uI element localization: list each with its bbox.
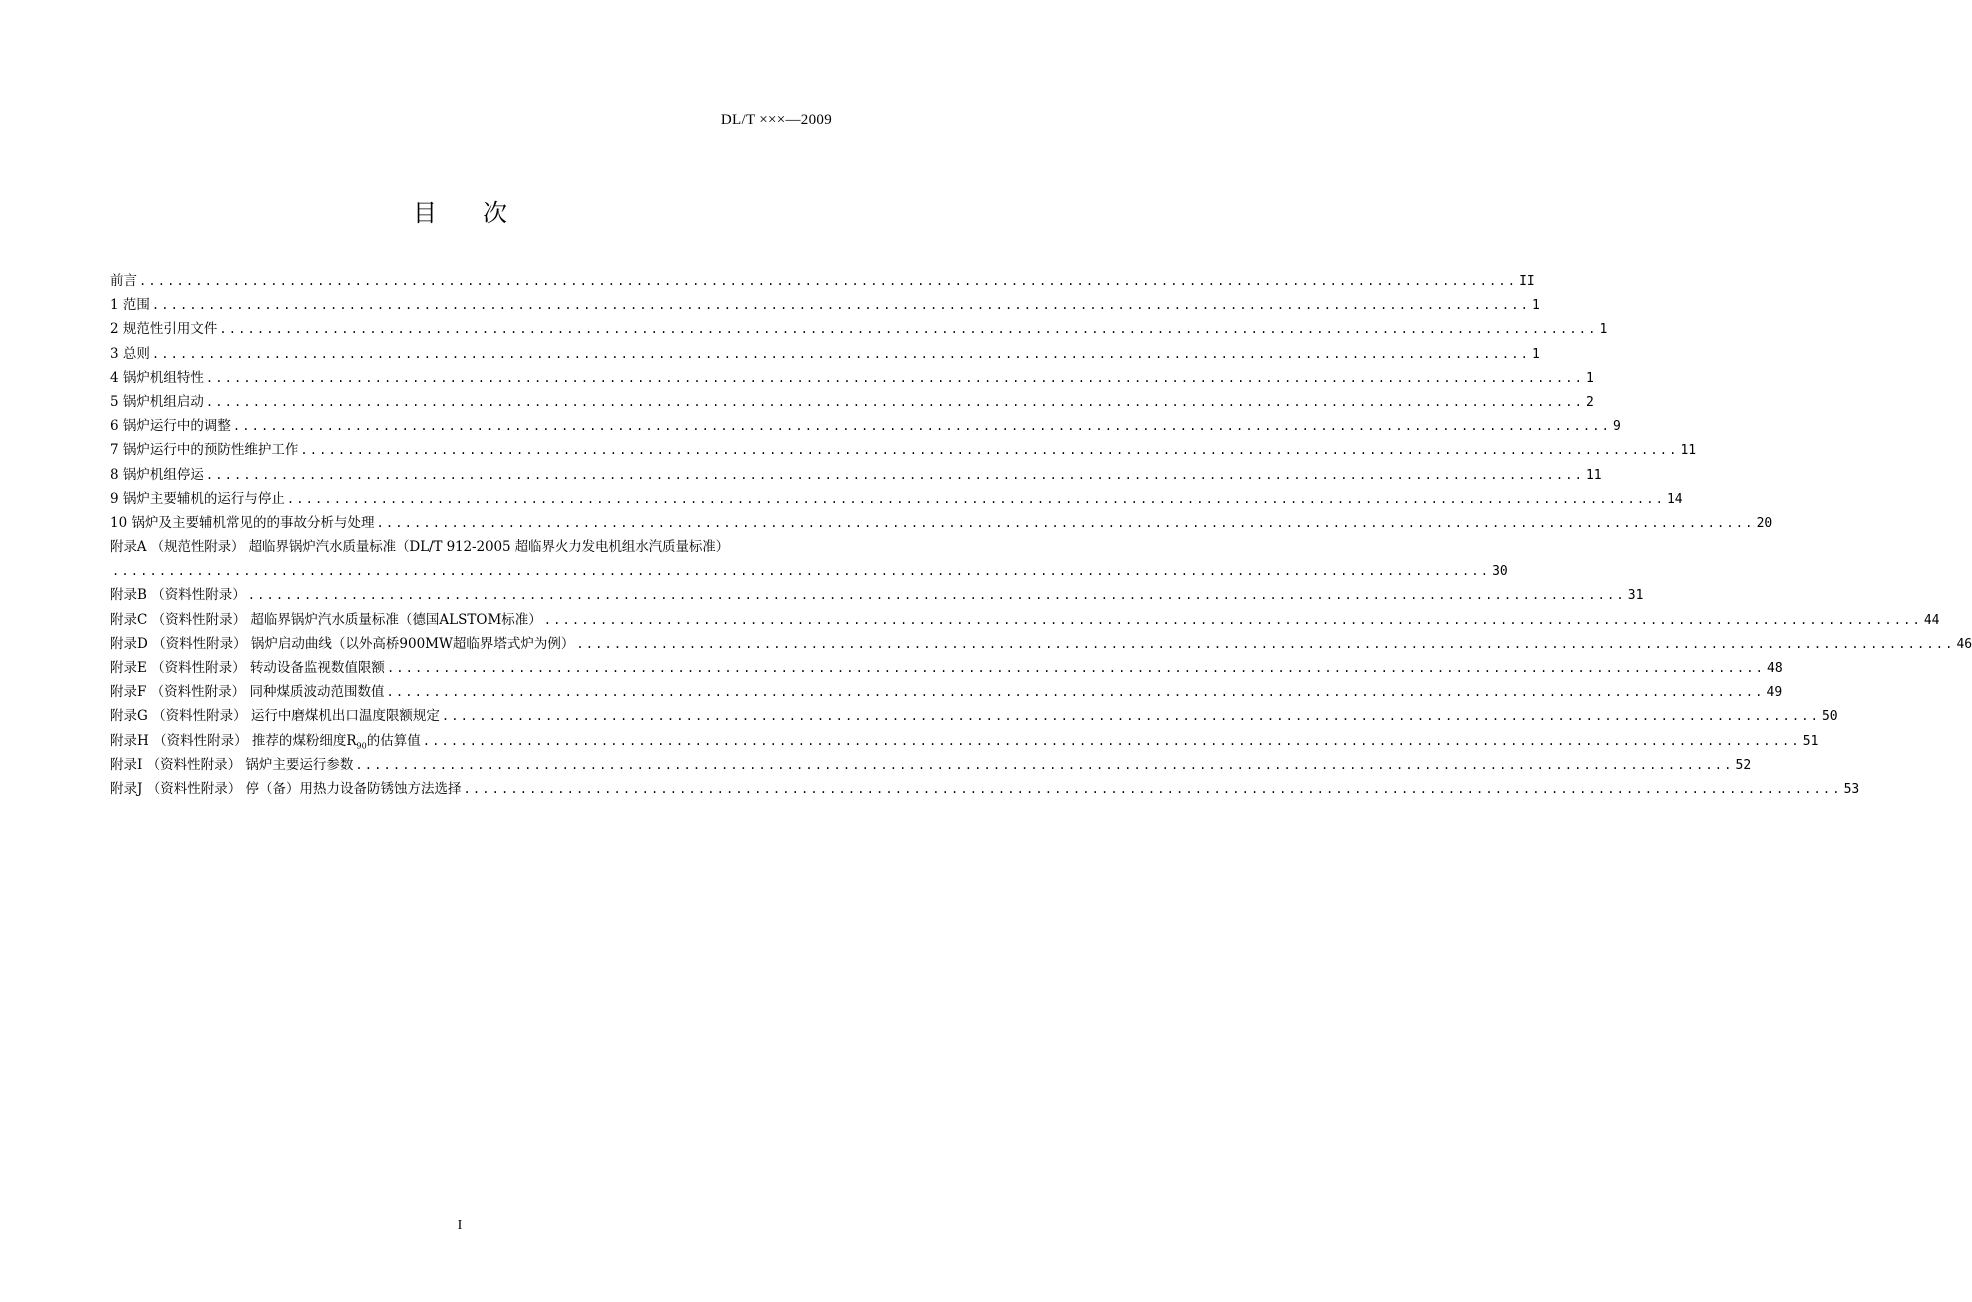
toc-entry-appendix-h[interactable] xyxy=(110,729,1819,753)
toc-entry-appendix-f[interactable] xyxy=(110,680,1783,704)
toc-entry-text: 附录G （资料性附录） 运行中磨煤机出口温度限额规定 xyxy=(110,708,440,725)
toc-leader: ................................................................................................................................................... xyxy=(422,733,1801,748)
toc-leader: ................................................................................................................................................... xyxy=(576,636,1955,651)
toc-page-number: 30 xyxy=(1492,564,1508,580)
toc-entry-accident-analysis[interactable] xyxy=(110,511,1773,535)
toc-entry-text: 4 锅炉机组特性 xyxy=(110,369,204,386)
toc-page-number: 49 xyxy=(1766,685,1783,701)
toc-entry-text: 附录C （资料性附录） 超临界锅炉汽水质量标准（德国ALSTOM标准） xyxy=(110,611,542,628)
toc-entry-text xyxy=(110,729,421,753)
toc-entry-appendix-j[interactable] xyxy=(110,777,1860,801)
toc-entry-appendix-c[interactable] xyxy=(110,608,1940,632)
toc-page-number: 31 xyxy=(1627,588,1644,604)
toc-leader: ................................................................................................................................................... xyxy=(386,685,1765,700)
toc-page-number: 14 xyxy=(1666,491,1683,507)
toc-entry-boiler-shutdown[interactable] xyxy=(110,463,1602,487)
toc-entry-boiler-characteristics[interactable] xyxy=(110,366,1594,390)
toc-page-number: 51 xyxy=(1802,733,1819,749)
toc-page-number: 1 xyxy=(1599,322,1608,338)
page-title: 目次 xyxy=(413,199,553,227)
toc-leader: ................................................................................................................................................... xyxy=(286,491,1665,506)
toc-leader: ................................................................................................................................................... xyxy=(219,322,1598,337)
toc-entry-scope[interactable] xyxy=(110,293,1540,317)
toc-entry-operation-adjustment[interactable] xyxy=(110,414,1621,438)
toc-entry-text-part: 的估算值 xyxy=(366,732,421,749)
toc-leader: ................................................................................................................................................... xyxy=(386,661,1766,675)
toc-entry-text: 附录A （规范性附录） 超临界锅炉汽水质量标准（DL/T 912-2005 超临界火力发电机组水汽质量标准） xyxy=(110,539,730,556)
toc-leader: ................................................................................................................................................... xyxy=(300,443,1679,458)
toc-leader: ................................................................................................................................................... xyxy=(139,274,1518,288)
toc-entry-appendix-g[interactable] xyxy=(110,704,1838,728)
toc-page-number: 52 xyxy=(1735,757,1752,773)
toc-leader: ................................................................................................................................................... xyxy=(543,612,1922,627)
toc-entry-appendix-e[interactable] xyxy=(110,656,1783,680)
toc-entry-appendix-d[interactable] xyxy=(110,632,1972,656)
toc-leader: ................................................................................................................................................... xyxy=(205,394,1584,409)
toc-entry-text: 附录B （资料性附录） xyxy=(110,587,246,604)
toc-leader: ................................................................................................................................................... xyxy=(205,467,1584,482)
toc-entry-text: 10 锅炉及主要辅机常见的的事故分析与处理 xyxy=(110,514,375,531)
toc-entry-text: 8 锅炉机组停运 xyxy=(110,466,204,483)
toc-entry-text: 附录D （资料性附录） 锅炉启动曲线（以外高桥900MW超临界塔式炉为例） xyxy=(110,635,575,652)
toc-entry-text: 1 范围 xyxy=(110,297,150,314)
toc-page-number: 44 xyxy=(1923,612,1940,628)
toc-page-number: 50 xyxy=(1821,709,1838,725)
toc-entry-text: 9 锅炉主要辅机的运行与停止 xyxy=(110,490,285,507)
toc-page-number: 53 xyxy=(1843,781,1860,797)
toc-entry-text: 5 锅炉机组启动 xyxy=(110,393,204,410)
toc-entry-text: 2 规范性引用文件 xyxy=(110,321,218,338)
toc-page-number: 11 xyxy=(1680,443,1697,459)
toc-leader: ................................................................................................................................................... xyxy=(151,346,1530,361)
page-number: I xyxy=(457,1218,463,1233)
toc-entry-general[interactable] xyxy=(110,342,1540,366)
toc-leader: ................................................................................................................................................... xyxy=(463,781,1842,796)
toc-entry-text: 前言 xyxy=(110,273,137,289)
toc-entry-text: 附录I （资料性附录） 锅炉主要运行参数 xyxy=(110,756,354,773)
toc-entry-text: 附录F （资料性附录） 同种煤质波动范围数值 xyxy=(110,684,385,701)
toc-leader: ................................................................................................................................................... xyxy=(112,564,1491,579)
toc-page-number: II xyxy=(1519,274,1535,289)
toc-leader: ................................................................................................................................................... xyxy=(355,757,1734,772)
toc-page-number: 9 xyxy=(1612,419,1621,435)
toc-page-number: 48 xyxy=(1767,661,1783,676)
toc-entry-subscript: 90 xyxy=(356,741,367,751)
toc-entry-text: 3 总则 xyxy=(110,345,150,362)
toc-entry-text: 附录J （资料性附录） 停（备）用热力设备防锈蚀方法选择 xyxy=(110,780,462,797)
toc-entry-boiler-startup[interactable] xyxy=(110,390,1594,414)
toc-leader: ................................................................................................................................................... xyxy=(247,588,1626,603)
toc-entry-auxiliary-operation[interactable] xyxy=(110,487,1683,511)
toc-entry-text-part: 附录H （资料性附录） 推荐的煤粉细度R xyxy=(110,732,357,749)
toc-page-number: 11 xyxy=(1585,467,1602,483)
document-code: DL/T ×××—2009 xyxy=(720,112,832,128)
toc-leader: ................................................................................................................................................... xyxy=(151,298,1530,313)
toc-entry-normative-references[interactable] xyxy=(110,317,1608,341)
toc-entry-appendix-i[interactable] xyxy=(110,753,1752,777)
toc-leader: ................................................................................................................................................... xyxy=(376,515,1755,530)
toc-entry-appendix-b[interactable] xyxy=(110,583,1644,607)
toc-page-number: 1 xyxy=(1585,370,1594,386)
toc-entry-appendix-a-continued[interactable] xyxy=(110,559,1508,583)
toc-entry-foreword[interactable] xyxy=(110,269,1535,293)
toc-leader: ................................................................................................................................................... xyxy=(205,370,1584,385)
toc-entry-text: 附录E （资料性附录） 转动设备监视数值限额 xyxy=(110,660,385,676)
toc-entry-preventive-maintenance[interactable] xyxy=(110,438,1697,462)
toc-entry-text: 7 锅炉运行中的预防性维护工作 xyxy=(110,442,299,459)
toc-page-number: 1 xyxy=(1531,298,1540,314)
toc-entry-text: 6 锅炉运行中的调整 xyxy=(110,418,231,435)
toc-page-number: 1 xyxy=(1531,346,1540,362)
toc-leader: ................................................................................................................................................... xyxy=(232,419,1611,434)
toc-page-number: 2 xyxy=(1585,394,1594,410)
toc-page-number: 20 xyxy=(1756,515,1773,531)
table-of-contents xyxy=(110,269,1972,801)
toc-leader: ................................................................................................................................................... xyxy=(441,709,1820,724)
toc-entry-appendix-a[interactable] xyxy=(110,535,830,559)
toc-page-number: 46 xyxy=(1956,636,1972,652)
